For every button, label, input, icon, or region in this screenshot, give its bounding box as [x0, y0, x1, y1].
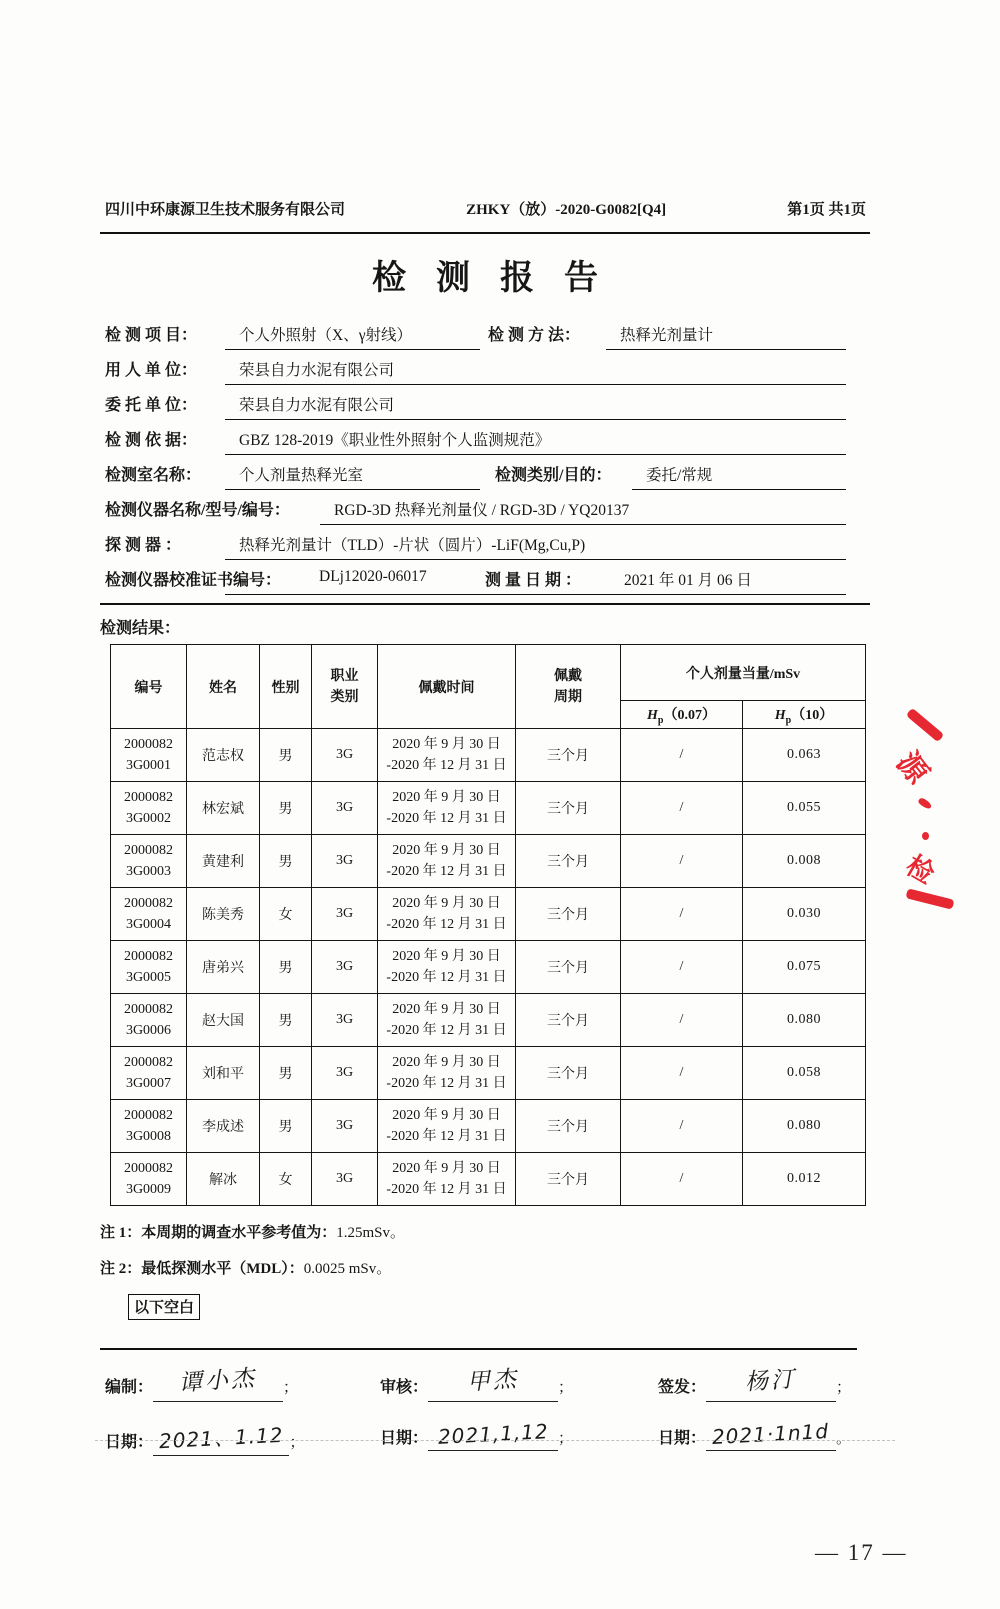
reviewed-by-signature-line [428, 1366, 558, 1402]
report-content [100, 198, 870, 1466]
cell-wear-line1: 2020 年 9 月 30 日 [392, 1055, 501, 1070]
cell-wear-line1: 2020 年 9 月 30 日 [392, 1002, 501, 1017]
col-header-name: 姓名 [187, 645, 260, 729]
cell-job-category: 3G [312, 729, 378, 782]
cell-hp10: 0.080 [743, 994, 866, 1047]
cell-name: 陈美秀 [187, 888, 260, 941]
report-fields [100, 317, 870, 597]
cell-job-category: 3G [312, 782, 378, 835]
cell-name: 黄建利 [187, 835, 260, 888]
table-row [111, 835, 866, 888]
issued-date: 2021·1n1d [711, 1418, 830, 1450]
cell-id-line2: 3G0006 [125, 1023, 172, 1038]
field-label-lab: 检测室名称： [105, 467, 202, 484]
cell-id-line1: 2000082 [124, 896, 173, 911]
field-value-lab: 个人剂量热释光室 [225, 463, 480, 490]
issued-date-block [658, 1418, 852, 1451]
cell-wear-line1: 2020 年 9 月 30 日 [392, 843, 501, 858]
note-1 [100, 1221, 870, 1242]
cell-wear-cycle: 三个月 [516, 1100, 621, 1153]
hp-symbol [774, 707, 792, 726]
running-header [100, 198, 870, 219]
seal-character: 检 [900, 849, 940, 891]
cell-gender: 男 [260, 729, 312, 782]
cell-id-line2: 3G0003 [125, 864, 172, 879]
cell-wear-line1: 2020 年 9 月 30 日 [392, 896, 501, 911]
table-row [111, 782, 866, 835]
field-row-detector [100, 527, 870, 562]
note-2 [100, 1257, 870, 1278]
field-row-lab-category [100, 457, 870, 492]
field-label-instrument: 检测仪器名称/型号/编号： [105, 502, 290, 519]
prepared-by-label: 编制： [105, 1379, 154, 1396]
cell-wear-time [378, 888, 516, 941]
cell-id [111, 782, 187, 835]
punct: ； [289, 1435, 305, 1451]
field-label-item: 检 测 项 目： [105, 327, 198, 344]
cell-gender: 女 [260, 888, 312, 941]
cell-wear-line2: -2020 年 12 月 31 日 [386, 1182, 507, 1197]
cell-wear-line2: -2020 年 12 月 31 日 [386, 864, 507, 879]
cell-wear-cycle: 三个月 [516, 729, 621, 782]
cell-gender: 男 [260, 1047, 312, 1100]
field-value-meas-date: 2021 年 01 月 06 日 [624, 572, 752, 589]
cell-hp007: / [621, 729, 743, 782]
cell-hp10: 0.080 [743, 1100, 866, 1153]
cell-wear-cycle: 三个月 [516, 888, 621, 941]
cell-wear-line2: -2020 年 12 月 31 日 [386, 1129, 507, 1144]
company-name: 四川中环康源卫生技术服务有限公司 [105, 202, 346, 218]
field-value-item: 个人外照射（X、γ射线） [225, 323, 480, 350]
field-label-meas-date: 测 量 日 期 ： [485, 572, 582, 589]
col-header-cycle-line2: 周期 [554, 689, 582, 705]
cell-name: 解冰 [187, 1153, 260, 1206]
cell-wear-time [378, 729, 516, 782]
prepared-by-block [105, 1366, 298, 1402]
red-seal-fragment [890, 698, 960, 913]
col-header-cycle-line1: 佩戴 [554, 668, 582, 684]
table-row [111, 888, 866, 941]
table-row [111, 994, 866, 1047]
cell-hp007: / [621, 888, 743, 941]
field-label-category: 检测类别/目的： [495, 467, 612, 484]
cell-wear-line1: 2020 年 9 月 30 日 [392, 790, 501, 805]
col-header-dose-group: 个人剂量当量/mSv [621, 645, 866, 701]
cell-wear-cycle: 三个月 [516, 994, 621, 1047]
cell-wear-cycle: 三个月 [516, 1153, 621, 1206]
seal-dot [922, 832, 929, 840]
cell-id-line1: 2000082 [124, 1002, 173, 1017]
cell-job-category: 3G [312, 888, 378, 941]
cell-id [111, 835, 187, 888]
reviewed-by-block [380, 1366, 573, 1402]
hp-subscript: p [657, 714, 664, 726]
cell-id [111, 1047, 187, 1100]
page-info: 第1页 共1页 [787, 202, 866, 218]
issued-by-label: 签发： [658, 1379, 707, 1396]
cell-hp10: 0.030 [743, 888, 866, 941]
cell-gender: 男 [260, 835, 312, 888]
issued-by-block [658, 1366, 851, 1402]
field-value-cert: DLj12020-06017 [319, 568, 427, 585]
prepared-by-signature-line [153, 1366, 283, 1402]
cell-wear-time [378, 1100, 516, 1153]
cell-gender: 男 [260, 782, 312, 835]
hp007-arg: （0.07） [663, 707, 716, 723]
cell-hp007: / [621, 1100, 743, 1153]
field-value-detector: 热释光剂量计（TLD）-片状（圆片）-LiF(Mg,Cu,P) [225, 533, 846, 560]
cell-wear-cycle: 三个月 [516, 835, 621, 888]
reviewed-date-line [428, 1419, 558, 1451]
table-row [111, 1100, 866, 1153]
header-rule [100, 232, 870, 234]
field-row-cert-date [100, 562, 870, 597]
table-row [111, 941, 866, 994]
page-number: — 17 — [815, 1540, 908, 1565]
cell-id [111, 1100, 187, 1153]
cell-hp10: 0.075 [743, 941, 866, 994]
cell-name: 李成述 [187, 1100, 260, 1153]
cell-hp007: / [621, 941, 743, 994]
field-row-client [100, 387, 870, 422]
cell-wear-time [378, 782, 516, 835]
cell-job-category: 3G [312, 1047, 378, 1100]
punct: 。 [836, 1431, 852, 1447]
issued-by-signature-line [706, 1366, 836, 1402]
col-header-job-line1: 职业 [330, 668, 359, 684]
note-1-label: 注 1：本周期的调查水平参考值为： [100, 1225, 337, 1241]
results-section-label: 检测结果： [100, 620, 181, 637]
cell-job-category: 3G [312, 1153, 378, 1206]
cell-name: 范志权 [187, 729, 260, 782]
cell-gender: 男 [260, 941, 312, 994]
cell-name: 刘和平 [187, 1047, 260, 1100]
cell-id [111, 941, 187, 994]
punct: ； [836, 1380, 852, 1396]
cell-hp10: 0.055 [743, 782, 866, 835]
cell-wear-cycle: 三个月 [516, 941, 621, 994]
field-label-cert: 检测仪器校准证书编号： [105, 572, 282, 589]
cell-id-line2: 3G0007 [125, 1076, 172, 1091]
cell-job-category: 3G [312, 1100, 378, 1153]
field-value-category: 委托/常规 [632, 463, 846, 490]
cell-id [111, 729, 187, 782]
table-row [111, 1047, 866, 1100]
section-divider [100, 603, 870, 605]
hp-subscript: p [785, 714, 792, 726]
hp-letter: H [647, 707, 658, 723]
cell-wear-line1: 2020 年 9 月 30 日 [392, 1161, 501, 1176]
cell-id [111, 994, 187, 1047]
cell-id-line1: 2000082 [124, 1161, 173, 1176]
cell-wear-line2: -2020 年 12 月 31 日 [386, 970, 507, 985]
seal-arc-stroke [906, 708, 945, 743]
field-value-employer: 荣县自力水泥有限公司 [225, 358, 846, 385]
field-value-method: 热释光剂量计 [606, 323, 846, 350]
reviewed-by-label: 审核： [380, 1379, 429, 1396]
table-row [111, 1153, 866, 1206]
reviewed-by-signature: 甲杰 [466, 1366, 520, 1396]
field-label-method: 检 测 方 法： [488, 327, 581, 344]
date-label: 日期： [105, 1434, 154, 1451]
seal-character: 源 [889, 745, 936, 791]
cell-gender: 男 [260, 994, 312, 1047]
signoff-dates-row [100, 1408, 870, 1466]
cell-wear-cycle: 三个月 [516, 1047, 621, 1100]
results-table-head [111, 645, 866, 729]
hp-letter: H [774, 707, 786, 723]
reviewed-date-block [380, 1419, 574, 1451]
cell-wear-line2: -2020 年 12 月 31 日 [386, 1023, 507, 1038]
prepared-date: 2021、1.12 [158, 1422, 284, 1454]
cell-job-category: 3G [312, 994, 378, 1047]
cell-id-line2: 3G0001 [125, 758, 172, 773]
cell-id-line1: 2000082 [124, 1055, 173, 1070]
cell-wear-time [378, 1153, 516, 1206]
cell-id-line2: 3G0008 [125, 1129, 172, 1144]
cell-name: 林宏斌 [187, 782, 260, 835]
cell-job-category: 3G [312, 941, 378, 994]
punct: ； [283, 1380, 299, 1396]
blank-below-box: 以下空白 [128, 1294, 200, 1320]
scan-fold-line [95, 1440, 895, 1441]
cell-hp007: / [621, 994, 743, 1047]
punct: ； [558, 1431, 574, 1447]
punct: ； [558, 1380, 574, 1396]
col-header-wear-time: 佩戴时间 [378, 645, 516, 729]
report-title: 检测报告 [372, 260, 628, 297]
cell-id-line2: 3G0005 [125, 970, 172, 985]
note-2-value: 0.0025 mSv。 [303, 1261, 392, 1277]
cell-id-line1: 2000082 [124, 1108, 173, 1123]
col-header-job [312, 645, 378, 729]
date-label: 日期： [380, 1430, 429, 1447]
cell-hp007: / [621, 1153, 743, 1206]
document-number: ZHKY（放）-2020-G0082[Q4] [466, 202, 667, 218]
note-2-label: 注 2：最低探测水平（MDL）： [100, 1261, 304, 1277]
cell-wear-line2: -2020 年 12 月 31 日 [386, 1076, 507, 1091]
col-header-hp007 [621, 701, 743, 729]
hp-symbol [647, 707, 664, 726]
results-table [110, 644, 866, 1206]
cell-wear-line2: -2020 年 12 月 31 日 [386, 758, 507, 773]
cell-wear-cycle: 三个月 [516, 782, 621, 835]
note-1-value: 1.25mSv。 [336, 1225, 406, 1241]
field-row-item-method [100, 317, 870, 352]
cell-id-line1: 2000082 [124, 843, 173, 858]
col-header-cycle [516, 645, 621, 729]
hp10-arg: （10） [791, 707, 834, 723]
col-header-hp10 [743, 701, 866, 729]
cell-hp10: 0.012 [743, 1153, 866, 1206]
col-header-gender: 性别 [260, 645, 312, 729]
cell-job-category: 3G [312, 835, 378, 888]
cell-hp10: 0.008 [743, 835, 866, 888]
cell-id-line2: 3G0004 [125, 917, 172, 932]
cell-wear-line1: 2020 年 9 月 30 日 [392, 949, 501, 964]
date-label: 日期： [658, 1430, 707, 1447]
field-underline [225, 594, 846, 595]
cell-name: 赵大国 [187, 994, 260, 1047]
field-value-instrument: RGD-3D 热释光剂量仪 / RGD-3D / YQ20137 [320, 498, 846, 525]
cell-wear-time [378, 1047, 516, 1100]
field-value-basis: GBZ 128-2019《职业性外照射个人监测规范》 [225, 428, 846, 455]
issued-by-signature: 杨汀 [744, 1366, 798, 1396]
col-header-job-line2: 类别 [330, 689, 359, 705]
cell-wear-line1: 2020 年 9 月 30 日 [392, 1108, 501, 1123]
cell-id-line2: 3G0002 [125, 811, 172, 826]
field-label-basis: 检 测 依 据： [105, 432, 198, 449]
cell-id [111, 1153, 187, 1206]
cell-wear-line1: 2020 年 9 月 30 日 [392, 737, 501, 752]
field-label-detector: 探 测 器 ： [105, 537, 182, 554]
cell-id-line1: 2000082 [124, 790, 173, 805]
cell-id-line1: 2000082 [124, 737, 173, 752]
cell-wear-time [378, 835, 516, 888]
cell-id [111, 888, 187, 941]
field-label-client: 委 托 单 位： [105, 397, 198, 414]
col-header-id: 编号 [111, 645, 187, 729]
issued-date-line [706, 1418, 836, 1451]
cell-hp007: / [621, 1047, 743, 1100]
cell-wear-time [378, 941, 516, 994]
cell-hp007: / [621, 782, 743, 835]
cell-gender: 男 [260, 1100, 312, 1153]
seal-mark [917, 797, 932, 811]
field-row-instrument [100, 492, 870, 527]
field-row-basis [100, 422, 870, 457]
seal-arc-stroke [906, 888, 955, 909]
reviewed-date: 2021,1,12 [436, 1419, 549, 1449]
cell-id-line1: 2000082 [124, 949, 173, 964]
cell-gender: 女 [260, 1153, 312, 1206]
cell-hp10: 0.063 [743, 729, 866, 782]
cell-wear-time [378, 994, 516, 1047]
field-label-employer: 用 人 单 位： [105, 362, 198, 379]
results-table-body [111, 729, 866, 1206]
cell-name: 唐弟兴 [187, 941, 260, 994]
cell-wear-line2: -2020 年 12 月 31 日 [386, 917, 507, 932]
table-row [111, 729, 866, 782]
signoff-names-row [100, 1350, 870, 1408]
prepared-by-signature: 谭小杰 [178, 1365, 258, 1397]
cell-hp10: 0.058 [743, 1047, 866, 1100]
field-value-client: 荣县自力水泥有限公司 [225, 393, 846, 420]
cell-hp007: / [621, 835, 743, 888]
cell-id-line2: 3G0009 [125, 1182, 172, 1197]
field-row-employer [100, 352, 870, 387]
cell-wear-line2: -2020 年 12 月 31 日 [386, 811, 507, 826]
